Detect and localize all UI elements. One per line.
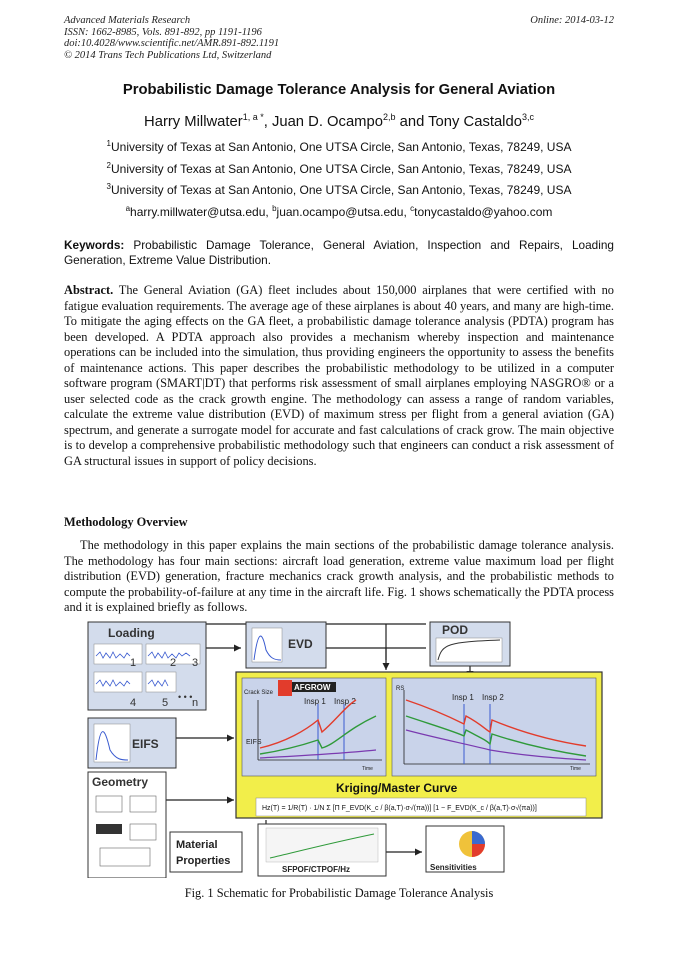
copyright-line: © 2014 Trans Tech Publications Ltd, Switzerland <box>64 49 272 61</box>
hazard-formula: Hz(T) = 1/R(T) · 1/N Σ [Π F_EVD(K_c / β(a,T)·σ√(πa))] [1 − F_EVD(K_c / β(a,T)·σ√(πa))] <box>262 805 537 812</box>
keywords-text: Probabilistic Damage Tolerance, General Aviation, Inspection and Repairs, Loading Generation, Extreme Value Distribution. <box>64 238 614 267</box>
affiliation-3-sup: 3 <box>106 182 111 191</box>
email-c: tonycastaldo@yahoo.com <box>414 205 553 219</box>
figure-caption: Fig. 1 Schematic for Probabilistic Damage Tolerance Analysis <box>184 886 494 900</box>
rs-label: RS <box>396 686 405 692</box>
affiliation-1 <box>40 139 638 154</box>
evd-panel <box>246 622 326 668</box>
author-2-sup: 2,b <box>382 112 396 122</box>
loading-number-5: 5 <box>162 697 169 709</box>
email-a-sup: a <box>125 204 131 213</box>
author-list: Harry Millwater$^{1, a *}$, Juan D. Ocampo$^{2,b}$ and Tony Castaldo$^{3,c}$ <box>144 112 534 130</box>
loading-number-4: 4 <box>130 697 137 709</box>
paper-title: Probabilistic Damage Tolerance Analysis for General Aviation <box>122 82 556 98</box>
sensitivities-panel <box>426 826 504 872</box>
email-b-sup: b <box>272 204 277 213</box>
affiliation-3 <box>40 182 638 197</box>
insp2-right-label: Insp 2 <box>482 693 504 702</box>
insp2-left-label: Insp 2 <box>334 697 356 706</box>
pdta-schematic-figure <box>86 620 606 878</box>
eifs-label: EIFS <box>132 737 159 751</box>
insp1-left-label: Insp 1 <box>304 697 326 706</box>
journal-name: Advanced Materials Research <box>64 15 191 26</box>
online-date: Online: 2014-03-12 <box>530 15 614 26</box>
crack-size-label: Crack Size <box>244 690 274 696</box>
loading-panel <box>88 622 206 710</box>
email-b: juan.ocampo@utsa.edu, <box>276 205 407 219</box>
kriging-label: Kriging/Master Curve <box>336 781 458 795</box>
pod-label: POD <box>442 623 469 637</box>
pod-panel <box>430 622 510 666</box>
email-line <box>40 204 638 219</box>
eifs-panel <box>88 718 176 768</box>
affiliation-3-text: University of Texas at San Antonio, One UTSA Circle, San Antonio, Texas, 78249, USA <box>110 183 572 197</box>
abstract-label: Abstract. <box>64 283 114 297</box>
issn-line: ISSN: 1662-8985, Vols. 891-892, pp 1191-1196 <box>64 26 262 38</box>
insp1-right-label: Insp 1 <box>452 693 474 702</box>
abstract-text: The General Aviation (GA) fleet includes about 150,000 airplanes that were certified with no fatigue evaluation requirements. The average age of these airplanes is about 40 years, and many are high-time. To mitigate the aging effects on the GA fleet, a probabilistic damage tolerance analysis (PDTA) program has been developed. A PDTA approach also provides a mechanism whereby inspection and maintenance operations can be included into the simulation, thus providing engineers the opportunity to assess the benefits of maintenance actions. This paper describes the probabilistic methodology to be utilized in a computer software program (SMART|DT) that performs risk assessment of small airplanes employing NASGRO® or a user selected code as the crack growth engine. The methodology can assess a range of random variables, calculate the extreme value distribution (EVD) of maximum stress per flight from a general aviation (GA) spectrum, and generate a surrogate model for accurate and fast calculations of crack grow. The main objective is to develop a comprehensive probabilistic methodology such that engineers can conduct a risk assessment of GA structural issues in support of policy decisions. <box>64 283 614 468</box>
keywords-label: Keywords: <box>64 238 125 252</box>
material-label: Material <box>176 839 218 851</box>
author-1-sup: 1, a * <box>242 112 264 122</box>
sfpof-label: SFPOF/CTPOF/Hz <box>282 865 350 874</box>
eifs-axis-label: EIFS <box>246 739 262 746</box>
time-axis-left: Time <box>362 766 373 772</box>
geometry-label: Geometry <box>92 775 149 789</box>
affiliation-2-text: University of Texas at San Antonio, One UTSA Circle, San Antonio, Texas, 78249, USA <box>110 162 572 176</box>
section-heading: Methodology Overview <box>64 515 188 529</box>
sfpof-panel <box>258 824 386 876</box>
time-axis-right: Time <box>570 766 581 772</box>
author-3-sup: 3,c <box>521 112 534 122</box>
affiliation-1-sup: 1 <box>106 139 111 148</box>
kriging-panel <box>236 672 602 818</box>
email-a: harry.millwater@utsa.edu, <box>130 205 269 219</box>
email-c-sup: c <box>410 204 415 213</box>
loading-label: Loading <box>108 626 155 640</box>
material-properties-panel <box>170 832 242 872</box>
loading-number-n: n <box>192 697 199 709</box>
author-3: Tony Castaldo <box>428 113 522 130</box>
abstract-paragraph <box>64 283 614 469</box>
loading-number-3: 3 <box>192 657 199 669</box>
afgrow-label: AFGROW <box>294 683 331 692</box>
properties-label: Properties <box>176 855 231 867</box>
loading-number-1: 1 <box>130 657 137 669</box>
keywords-paragraph <box>64 238 614 268</box>
affiliation-2-sup: 2 <box>106 161 111 170</box>
journal-header <box>64 15 279 61</box>
author-2: Juan D. Ocampo <box>271 113 383 130</box>
loading-number-2: 2 <box>170 657 177 669</box>
affiliation-2 <box>40 161 638 176</box>
sensitivities-label: Sensitivities <box>430 863 477 872</box>
and-word: and <box>399 113 425 130</box>
doi-line: doi:10.4028/www.scientific.net/AMR.891-892.1191 <box>64 38 280 49</box>
affiliation-1-text: University of Texas at San Antonio, One UTSA Circle, San Antonio, Texas, 78249, USA <box>110 140 572 154</box>
loading-ellipsis: • • • <box>178 692 193 702</box>
evd-label: EVD <box>288 637 313 651</box>
author-1: Harry Millwater <box>144 113 243 130</box>
methodology-paragraph: The methodology in this paper explains the main sections of the probabilistic damage tolerance analysis. The methodology has four main sections: aircraft load generation, extreme value maximum load per flight distribution (EVD) generation, fracture mechanics crack growth analysis, and the probabilistic methods to compute the probability-of-failure at any time in the aircraft life. Fig. 1 shows schematically the PDTA process and it is explained briefly as follows. <box>64 538 614 614</box>
geometry-panel <box>88 772 166 878</box>
